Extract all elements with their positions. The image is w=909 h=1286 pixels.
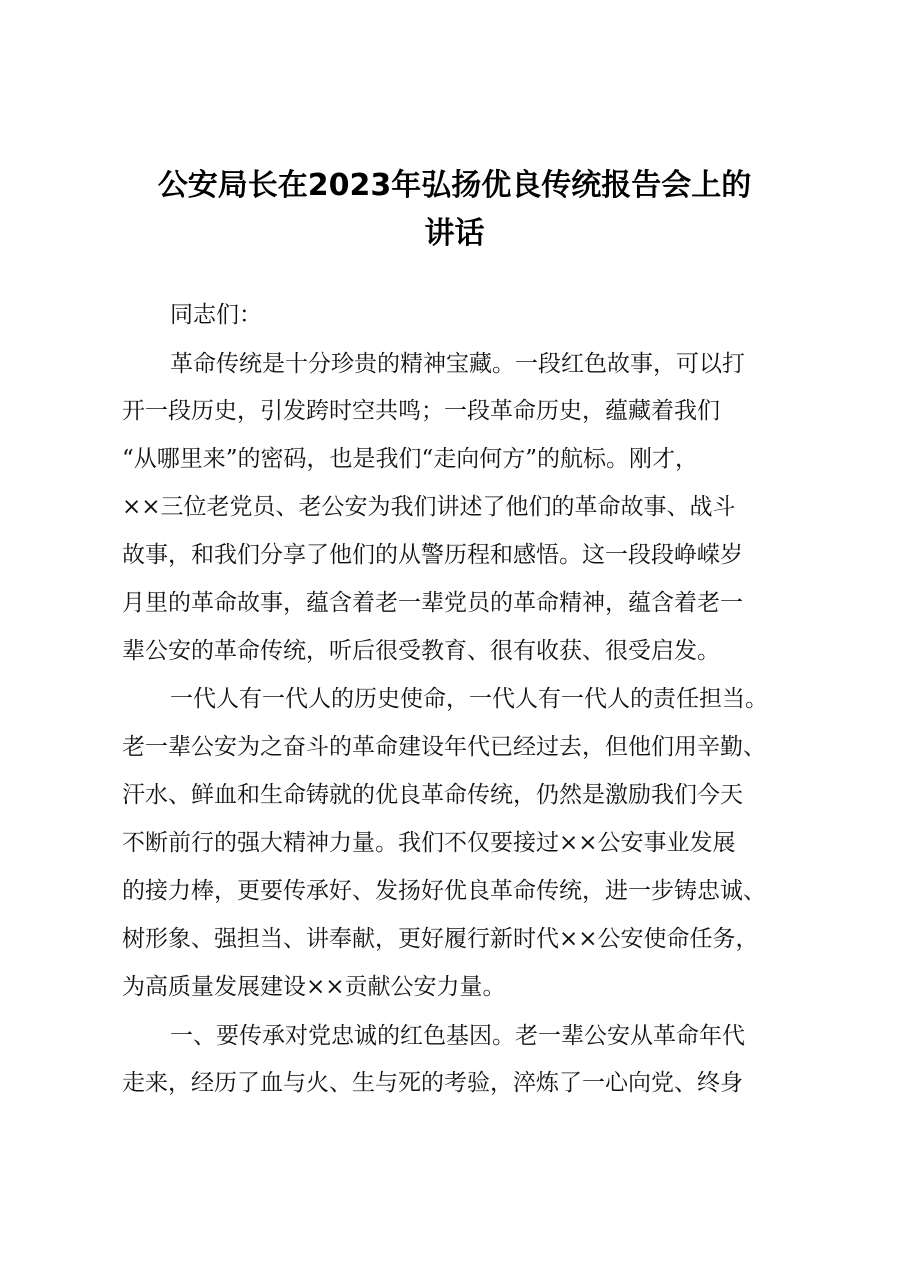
- paragraph-1-line-7: 辈公安的革命传统，听后很受教育、很有收获、很受启发。: [122, 638, 720, 664]
- salutation: 同志们：: [170, 302, 262, 328]
- paragraph-1-line-1: 革命传统是十分珍贵的精神宝藏。一段红色故事，可以打: [170, 351, 745, 377]
- paragraph-1-line-4: ××三位老党员、老公安为我们讲述了他们的革命故事、战斗: [122, 494, 736, 520]
- document-title-line-1: 公安局长在2023年弘扬优良传统报告会上的: [157, 168, 752, 203]
- paragraph-2-line-2: 老一辈公安为之奋斗的革命建设年代已经过去，但他们用辛勤、: [122, 734, 766, 760]
- paragraph-2-line-3: 汗水、鲜血和生命铸就的优良革命传统，仍然是激励我们今天: [122, 782, 743, 808]
- paragraph-2-line-5: 的接力棒，更要传承好、发扬好优良革命传统，进一步铸忠诚、: [122, 878, 766, 904]
- paragraph-2-line-4: 不断前行的强大精神力量。我们不仅要接过××公安事业发展: [122, 830, 736, 856]
- document-title-line-2: 讲话: [424, 216, 485, 251]
- paragraph-1-line-3: “从哪里来”的密码，也是我们“走向何方”的航标。刚才，: [122, 446, 699, 472]
- paragraph-3-line-2: 走来，经历了血与火、生与死的考验，淬炼了一心向党、终身: [122, 1070, 743, 1096]
- paragraph-2-line-1: 一代人有一代人的历史使命，一代人有一代人的责任担当。: [170, 686, 768, 712]
- paragraph-1-line-2: 开一段历史，引发跨时空共鸣；一段革命历史，蕴藏着我们: [122, 398, 720, 424]
- paragraph-2-line-6: 树形象、强担当、讲奉献，更好履行新时代××公安使命任务，: [122, 926, 759, 952]
- paragraph-1-line-6: 月里的革命故事，蕴含着老一辈党员的革命精神，蕴含着老一: [122, 590, 743, 616]
- paragraph-3-line-1: 一、要传承对党忠诚的红色基因。老一辈公安从革命年代: [170, 1023, 745, 1049]
- paragraph-2-line-7: 为高质量发展建设××贡献公安力量。: [122, 974, 506, 1000]
- paragraph-1-line-5: 故事，和我们分享了他们的从警历程和感悟。这一段段峥嵘岁: [122, 542, 743, 568]
